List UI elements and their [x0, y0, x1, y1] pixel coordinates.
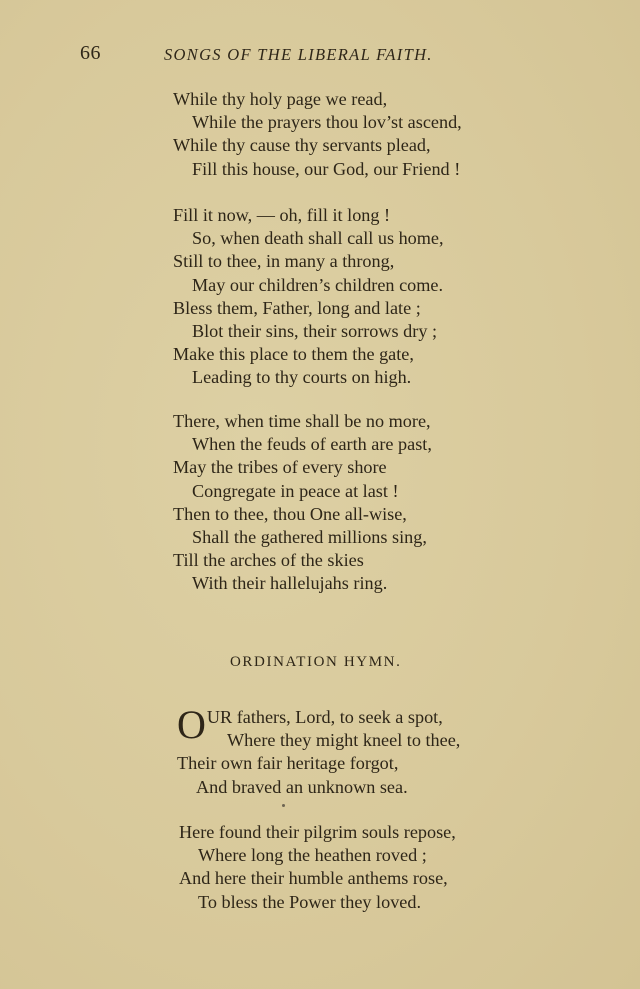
verse-line: When the feuds of earth are past, — [192, 434, 432, 455]
verse-line: While thy holy page we read, — [173, 89, 388, 109]
verse-line: Till the arches of the skies — [173, 550, 364, 571]
verse-line: Where they might kneel to thee, — [227, 730, 461, 751]
verse-line: So, when death shall call us home, — [192, 228, 444, 249]
verse-line: Bless them, Father, long and late ; — [173, 297, 421, 318]
verse-line: Congregate in peace at last ! — [192, 480, 399, 501]
running-title: SONGS OF THE LIBERAL FAITH. — [164, 45, 433, 64]
verse-line: Shall the gathered millions sing, — [192, 526, 427, 547]
drop-cap: O — [177, 702, 206, 747]
page-header — [80, 42, 500, 68]
verse-line: Blot their sins, their sorrows dry ; — [192, 320, 438, 341]
verse-line: And here their humble anthems rose, — [179, 868, 448, 889]
verse-line: Their own fair heritage forgot, — [177, 753, 399, 774]
hymn-title: ORDINATION HYMN. — [230, 654, 402, 670]
hymn-stanza-1 — [177, 702, 461, 799]
verse-line-text: UR fathers, Lord, to seek a spot, — [206, 707, 443, 727]
verse-line: With their hallelujahs ring. — [192, 573, 388, 594]
verse-line: To bless the Power they loved. — [198, 891, 422, 912]
stanza-2 — [173, 204, 444, 390]
verse-line: While the prayers thou lov’st ascend, — [192, 112, 462, 133]
verse-line: Fill it now, — oh, fill it long ! — [173, 205, 391, 225]
verse-line: Still to thee, in many a throng, — [173, 251, 395, 272]
verse-line: May the tribes of every shore — [173, 457, 387, 478]
verse-line: While thy cause thy servants plead, — [173, 135, 431, 156]
verse-line: May our children’s children come. — [192, 274, 444, 295]
verse-line: Fill this house, our God, our Friend ! — [192, 158, 461, 179]
stanza-1 — [173, 88, 462, 181]
verse-line: Here found their pilgrim souls repose, — [179, 822, 456, 842]
verse-line: Then to thee, thou One all-wise, — [173, 503, 407, 524]
verse-line: Make this place to them the gate, — [173, 344, 414, 365]
verse-line: And braved an unknown sea. — [196, 776, 408, 797]
page-number: 66 — [80, 42, 101, 64]
ink-speck — [282, 804, 285, 807]
verse-line: There, when time shall be no more, — [173, 411, 431, 431]
stanza-3 — [173, 410, 432, 596]
verse-line: Where long the heathen roved ; — [198, 845, 427, 866]
verse-line: Leading to thy courts on high. — [192, 367, 412, 388]
hymn-stanza-2 — [179, 821, 456, 914]
